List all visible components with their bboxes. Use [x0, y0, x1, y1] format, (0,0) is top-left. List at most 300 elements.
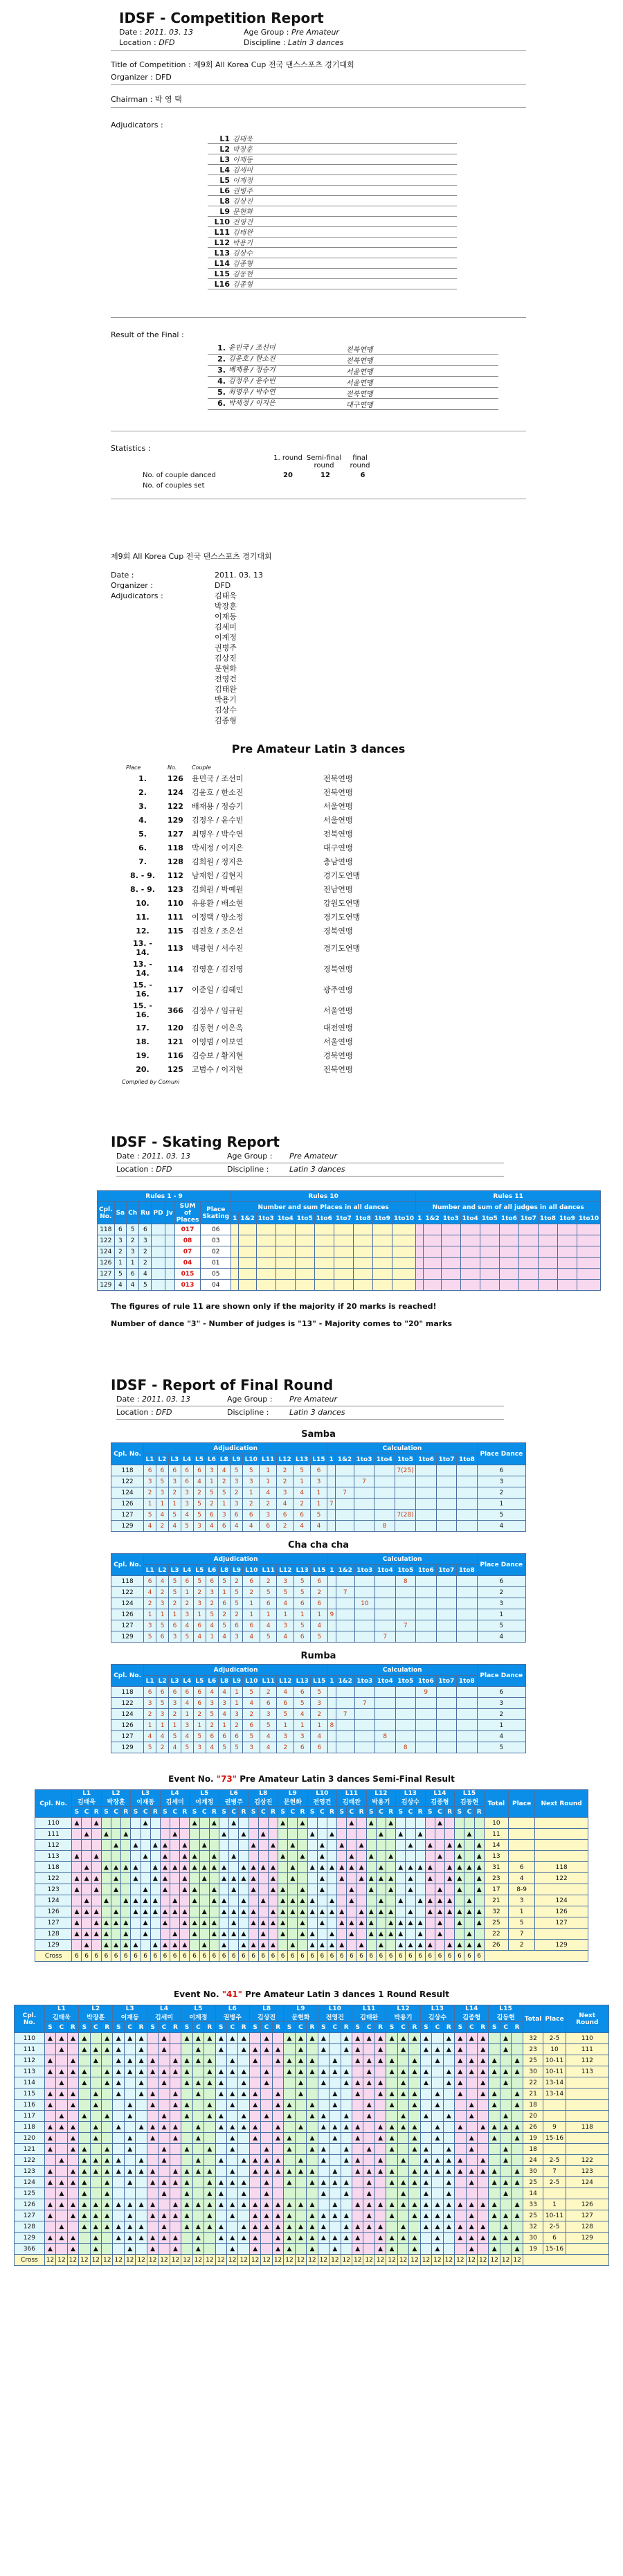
adjudicator-code: L6 [219, 186, 230, 195]
judge-mark: 2 [206, 1499, 218, 1510]
cross-cell [445, 1884, 455, 1895]
stat-column-label: final round [350, 454, 370, 469]
results-couple: 김진호 / 조은선 [191, 927, 244, 936]
cross-mark-icon: ▲ [272, 2221, 283, 2233]
cross-mark-icon: ▲ [181, 2033, 192, 2044]
cross-mark-icon: ▲ [79, 2144, 90, 2155]
judge-header [181, 2005, 215, 2022]
place-value: 2-5 [543, 2221, 566, 2233]
judge-name: 권병주 [223, 2014, 242, 2021]
cross-mark-icon: ▲ [261, 2221, 272, 2233]
rule10-cell [256, 1224, 276, 1235]
judge-mark: 1 [181, 1587, 193, 1598]
semifinal-footer-row [35, 1951, 588, 1962]
calc-value [354, 1576, 375, 1587]
cross-mark-icon: ▲ [272, 2122, 283, 2133]
cross-mark-icon: ▲ [121, 1940, 131, 1951]
cross-cell [284, 2088, 295, 2100]
place-column-header: 1to10 [577, 1213, 600, 1224]
cross-cell [72, 1862, 82, 1873]
title-of-competition-value: 제9회 All Korea Cup 전국 댄스스포츠 경기대회 [193, 60, 354, 69]
cross-mark-icon: ▲ [261, 2033, 272, 2044]
cross-cell [445, 1851, 455, 1862]
cross-mark-icon: ▲ [288, 1862, 298, 1873]
cross-cell [238, 2055, 249, 2066]
calc-value [457, 1620, 478, 1631]
judge-mark: 4 [294, 1521, 310, 1532]
cross-cell [249, 2177, 260, 2188]
final-row [111, 1687, 526, 1698]
cross-mark-icon: ▲ [239, 1862, 249, 1873]
cross-cell [318, 2088, 329, 2100]
cross-mark-icon: ▲ [101, 1940, 111, 1951]
cross-mark-icon: ▲ [397, 2199, 408, 2210]
dance-place: 2 [477, 1709, 525, 1720]
cpl-header: Cpl. No. [111, 1554, 144, 1576]
judge-header: L13 [294, 1676, 311, 1687]
cross-cell [329, 2221, 341, 2233]
cross-mark-icon: ▲ [215, 2199, 226, 2210]
cross-cell [376, 1840, 386, 1851]
sk-discipline-label: Discipline : [227, 1165, 269, 1174]
dance-place: 3 [477, 1598, 525, 1609]
footer-value: 6 [396, 1951, 406, 1962]
judge-mark: 1 [243, 1598, 260, 1609]
results-row [122, 785, 402, 799]
next-round-value [566, 2188, 608, 2199]
rule10-cell [239, 1269, 256, 1280]
cross-mark-icon: ▲ [295, 2166, 306, 2177]
cross-mark-icon: ▲ [318, 2111, 329, 2122]
judge-code: L4 [160, 2005, 169, 2012]
total-value: 18 [523, 2100, 543, 2111]
cross-mark-icon: ▲ [72, 1917, 82, 1929]
rule10-cell [256, 1269, 276, 1280]
cross-mark-icon: ▲ [79, 2199, 90, 2210]
rule11-cell [577, 1269, 600, 1280]
cross-mark-icon: ▲ [150, 1862, 160, 1873]
cross-mark-icon: ▲ [215, 2122, 226, 2133]
footer-value: 12 [147, 2255, 158, 2266]
rule10-cell [392, 1258, 415, 1269]
judge-mark: 2 [181, 1598, 193, 1609]
cross-cell [258, 1851, 268, 1862]
cross-cell [278, 1940, 288, 1951]
cross-cell [500, 2055, 511, 2066]
cross-mark-icon: ▲ [464, 1829, 474, 1840]
final-region: 서울연맹 [346, 368, 373, 376]
results-col-couple: Couple [191, 764, 211, 771]
cross-mark-icon: ▲ [113, 2221, 124, 2233]
calc-value [457, 1510, 477, 1521]
dance-abbr: C [227, 2022, 238, 2033]
final-row [111, 1698, 526, 1709]
round1-row [15, 2122, 609, 2133]
judge-mark: 5 [294, 1587, 311, 1598]
cross-mark-icon: ▲ [396, 1829, 406, 1840]
cross-mark-icon: ▲ [192, 2233, 204, 2244]
cross-mark-icon: ▲ [170, 2177, 181, 2188]
competition-report [111, 0, 526, 499]
dance-header: PD [152, 1202, 165, 1224]
round1-dance-row [15, 2022, 609, 2033]
place-value: 2-5 [543, 2033, 566, 2044]
cross-cell [170, 2155, 181, 2166]
dance-place: 5 [477, 1620, 525, 1631]
cross-mark-icon: ▲ [341, 2221, 352, 2233]
footer-value: 6 [82, 1951, 91, 1962]
cross-cell [170, 2044, 181, 2055]
cross-cell [415, 1884, 425, 1895]
stat-value [345, 481, 381, 490]
cross-mark-icon: ▲ [82, 1862, 91, 1873]
dance-abbr: S [219, 1807, 228, 1818]
judge-header [455, 2005, 489, 2022]
cross-cell [160, 1929, 170, 1940]
cross-mark-icon: ▲ [420, 2155, 431, 2166]
cross-cell [238, 2100, 249, 2111]
cross-cell [170, 1818, 180, 1829]
cross-mark-icon: ▲ [181, 2199, 192, 2210]
cross-mark-icon: ▲ [318, 2077, 329, 2088]
cross-cell [347, 1829, 356, 1840]
couple-number: 120 [15, 2133, 45, 2144]
cross-mark-icon: ▲ [432, 2244, 443, 2255]
cross-cell [272, 2188, 283, 2199]
footer-value: 6 [170, 1951, 180, 1962]
stat-value [307, 481, 343, 490]
judge-mark: 6 [260, 1521, 276, 1532]
cross-cell [376, 1851, 386, 1862]
cross-mark-icon: ▲ [356, 1862, 366, 1873]
cross-cell [160, 1895, 170, 1906]
cross-mark-icon: ▲ [406, 1884, 415, 1895]
round1-row [15, 2044, 609, 2055]
results-col-no: No. [168, 764, 177, 771]
footer-empty [484, 1951, 588, 1962]
calc-header: 1&2 [336, 1676, 354, 1687]
cross-mark-icon: ▲ [397, 2044, 408, 2055]
next-round-value: 123 [566, 2166, 608, 2177]
cross-cell [215, 2100, 226, 2111]
couple-number: 128 [15, 2221, 45, 2233]
cross-mark-icon: ▲ [409, 2144, 420, 2155]
judge-header: L13 [294, 1454, 310, 1465]
cross-cell [337, 1829, 347, 1840]
calc-value [457, 1587, 478, 1598]
adjudicator-row [208, 217, 457, 227]
cross-mark-icon: ▲ [67, 2066, 78, 2077]
judge-mark: 6 [206, 1510, 218, 1521]
cross-mark-icon: ▲ [160, 1917, 170, 1929]
cross-mark-icon: ▲ [170, 2122, 181, 2133]
couple-number: 128 [35, 1929, 72, 1940]
rules19-header: Rules 1 - 9 [98, 1191, 231, 1202]
footer-value: 6 [160, 1951, 170, 1962]
cross-cell [288, 1818, 298, 1829]
cross-cell [386, 2077, 397, 2088]
final-row [111, 1476, 526, 1487]
place-column-header: 1to5 [480, 1213, 499, 1224]
cross-mark-icon: ▲ [455, 2166, 466, 2177]
cross-mark-icon: ▲ [215, 2033, 226, 2044]
rule10-cell [334, 1258, 353, 1269]
cross-cell [288, 1851, 298, 1862]
results-couple: 고범수 / 이지현 [191, 1065, 244, 1074]
cross-mark-icon: ▲ [215, 2088, 226, 2100]
total-value: 19 [523, 2133, 543, 2144]
cross-cell [327, 1818, 336, 1829]
cross-cell [215, 2166, 226, 2177]
cross-mark-icon: ▲ [295, 2221, 306, 2233]
cross-mark-icon: ▲ [435, 1895, 444, 1906]
calc-value [395, 1499, 416, 1510]
cross-mark-icon: ▲ [204, 2144, 215, 2155]
cross-mark-icon: ▲ [374, 2244, 386, 2255]
sum-header: SUM of Places [174, 1202, 201, 1224]
place-value: 6 [508, 1862, 534, 1873]
cross-mark-icon: ▲ [363, 2077, 374, 2088]
judge-header [337, 1790, 367, 1807]
results-footer: Compiled by Comuni [122, 1079, 180, 1085]
cross-cell [136, 2111, 147, 2122]
cross-mark-icon: ▲ [363, 2100, 374, 2111]
cross-mark-icon: ▲ [141, 1917, 150, 1929]
cross-mark-icon: ▲ [199, 1873, 209, 1884]
judge-mark: 2 [156, 1742, 169, 1753]
judge-mark: 5 [294, 1620, 311, 1631]
cross-mark-icon: ▲ [288, 1840, 298, 1851]
judge-header: L10 [243, 1454, 260, 1465]
calc-value [354, 1487, 374, 1499]
judge-mark: 1 [206, 1476, 218, 1487]
cross-cell [386, 1829, 395, 1840]
judge-mark: 5 [144, 1742, 156, 1753]
cross-cell [258, 1840, 268, 1851]
footer-value: 12 [67, 2255, 78, 2266]
cross-cell [500, 2166, 511, 2177]
judge-mark: 5 [277, 1709, 294, 1720]
skating-header-row [98, 1191, 601, 1202]
cross-cell [215, 2055, 226, 2066]
footer-value: 12 [512, 2255, 523, 2266]
cross-cell [425, 1818, 435, 1829]
calc-value [395, 1698, 416, 1709]
cross-mark-icon: ▲ [489, 2100, 500, 2111]
cross-mark-icon: ▲ [363, 2111, 374, 2122]
calc-value: 7(28) [395, 1510, 416, 1521]
cross-mark-icon: ▲ [435, 1906, 444, 1917]
place-value [508, 1829, 534, 1840]
calc-value [457, 1521, 477, 1532]
cross-cell [443, 2233, 454, 2244]
cross-mark-icon: ▲ [90, 2199, 101, 2210]
cross-mark-icon: ▲ [352, 2044, 363, 2055]
cross-mark-icon: ▲ [455, 1917, 464, 1929]
cross-mark-icon: ▲ [432, 2155, 443, 2166]
adjudicator-code: L14 [214, 259, 230, 268]
judge-mark: 4 [277, 1631, 294, 1643]
cross-mark-icon: ▲ [192, 2088, 204, 2100]
results-adjudicator-name: 전영건 [215, 674, 237, 683]
cross-cell [192, 2066, 204, 2077]
couple-number: 111 [15, 2044, 45, 2055]
judge-mark: 5 [169, 1731, 181, 1742]
rule11-cell [441, 1224, 460, 1235]
total-value: 25 [523, 2210, 543, 2221]
judge-header [386, 2005, 420, 2022]
results-adjudicator-name: 이재동 [215, 612, 237, 621]
rule10-cell [295, 1280, 314, 1291]
place-value: 2-5 [543, 2177, 566, 2188]
cross-cell [356, 1829, 366, 1840]
cross-cell [192, 2111, 204, 2122]
cross-cell [82, 1884, 91, 1895]
cross-mark-icon: ▲ [170, 2244, 181, 2255]
stat-label: No. of couple danced [143, 472, 216, 479]
cross-mark-icon: ▲ [477, 2122, 488, 2133]
cross-mark-icon: ▲ [386, 1873, 395, 1884]
judge-mark: 2 [276, 1476, 293, 1487]
calc-value [457, 1465, 477, 1476]
cross-mark-icon: ▲ [443, 2144, 454, 2155]
judge-name: 문현화 [291, 2014, 310, 2021]
results-place: 20. [136, 1064, 150, 1074]
cross-mark-icon: ▲ [131, 1895, 141, 1906]
cross-cell [147, 2033, 158, 2044]
cross-cell [261, 2233, 272, 2244]
calc-value [416, 1609, 437, 1620]
cross-mark-icon: ▲ [432, 2055, 443, 2066]
cross-mark-icon: ▲ [249, 2244, 260, 2255]
judge-mark: 3 [144, 1476, 156, 1487]
cross-mark-icon: ▲ [284, 2199, 295, 2210]
results-row [122, 896, 402, 910]
sk-age-label: Age Group : [227, 1152, 273, 1161]
results-adjudicator-list [215, 591, 237, 726]
dance-abbr: C [159, 2022, 170, 2033]
next-round-value: 118 [535, 1862, 588, 1873]
cross-cell [386, 2155, 397, 2166]
cross-mark-icon: ▲ [327, 1862, 336, 1873]
next-round-value [566, 2111, 608, 2122]
place-column-header: 1to9 [372, 1213, 392, 1224]
judge-header: L5 [193, 1565, 206, 1576]
cross-cell [121, 1818, 131, 1829]
judge-header: L9 [231, 1454, 243, 1465]
cross-cell [284, 2155, 295, 2166]
calc-header: 1to7 [436, 1454, 456, 1465]
judge-code: L14 [433, 1790, 446, 1797]
judge-mark: 2 [144, 1487, 156, 1499]
calc-value [436, 1687, 457, 1698]
cross-mark-icon: ▲ [512, 2066, 523, 2077]
cross-mark-icon: ▲ [298, 1851, 307, 1862]
adjudicator-row [208, 144, 457, 154]
judge-mark: 1 [277, 1609, 294, 1620]
adjudicator-name: 김태완 [233, 229, 253, 237]
cross-mark-icon: ▲ [72, 1873, 82, 1884]
dance-place: 1 [477, 1609, 525, 1620]
round1-row [15, 2066, 609, 2077]
calc-value [436, 1576, 457, 1587]
cross-mark-icon: ▲ [227, 2166, 238, 2177]
cross-cell [219, 1851, 228, 1862]
cross-cell [238, 2244, 249, 2255]
judge-header [455, 1790, 485, 1807]
cross-mark-icon: ▲ [239, 1895, 249, 1906]
cross-cell [425, 1851, 435, 1862]
cross-mark-icon: ▲ [329, 2233, 341, 2244]
calc-value [374, 1476, 395, 1487]
rule11-cell [424, 1224, 441, 1235]
statistics-table [138, 469, 382, 492]
rule11-cell [577, 1224, 600, 1235]
skating-row [98, 1280, 601, 1291]
cross-mark-icon: ▲ [258, 1940, 268, 1951]
cross-mark-icon: ▲ [67, 2033, 78, 2044]
cross-mark-icon: ▲ [363, 2177, 374, 2188]
cross-mark-icon: ▲ [56, 2111, 67, 2122]
final-header-row [111, 1554, 526, 1565]
cross-mark-icon: ▲ [435, 1884, 444, 1895]
cross-mark-icon: ▲ [67, 2055, 78, 2066]
cross-mark-icon: ▲ [500, 2210, 511, 2221]
cross-mark-icon: ▲ [466, 2221, 477, 2233]
calc-value [354, 1687, 375, 1698]
judge-mark: 5 [243, 1731, 260, 1742]
cross-mark-icon: ▲ [455, 1884, 464, 1895]
judge-name: 김상수 [401, 1799, 419, 1806]
place-column-header: 1to3 [441, 1213, 460, 1224]
rule10-cell [295, 1258, 314, 1269]
adjudicator-row [208, 154, 457, 165]
couple-number: 126 [98, 1258, 115, 1269]
judge-header: L9 [231, 1676, 243, 1687]
cross-mark-icon: ▲ [432, 2133, 443, 2144]
cross-cell [374, 2100, 386, 2111]
cross-mark-icon: ▲ [102, 2044, 113, 2055]
cross-mark-icon: ▲ [329, 2210, 341, 2221]
cross-mark-icon: ▲ [204, 2066, 215, 2077]
dance-abbr: R [121, 1807, 131, 1818]
judge-header: L5 [193, 1676, 206, 1687]
cross-cell [249, 1851, 258, 1862]
cross-cell [415, 1906, 425, 1917]
cross-mark-icon: ▲ [512, 2177, 523, 2188]
calc-value [395, 1709, 416, 1720]
cross-mark-icon: ▲ [329, 2088, 341, 2100]
calc-value [327, 1510, 336, 1521]
judge-name: 이계정 [189, 2014, 208, 2021]
judge-header: L15 [311, 1676, 328, 1687]
cross-mark-icon: ▲ [455, 1940, 464, 1951]
results-region: 경북연맹 [323, 965, 353, 974]
judge-code: L9 [288, 1790, 297, 1797]
cross-mark-icon: ▲ [199, 1862, 209, 1873]
cpl-header: Cpl. No. [111, 1443, 144, 1465]
cross-mark-icon: ▲ [159, 2155, 170, 2166]
rule10-cell [276, 1280, 295, 1291]
cross-mark-icon: ▲ [474, 1840, 484, 1851]
cross-cell [101, 1840, 111, 1851]
cross-mark-icon: ▲ [91, 1929, 101, 1940]
cross-cell [159, 2088, 170, 2100]
cross-mark-icon: ▲ [466, 2033, 477, 2044]
footer-value: 6 [307, 1951, 317, 1962]
cross-cell [111, 1829, 121, 1840]
cross-cell [91, 1862, 101, 1873]
